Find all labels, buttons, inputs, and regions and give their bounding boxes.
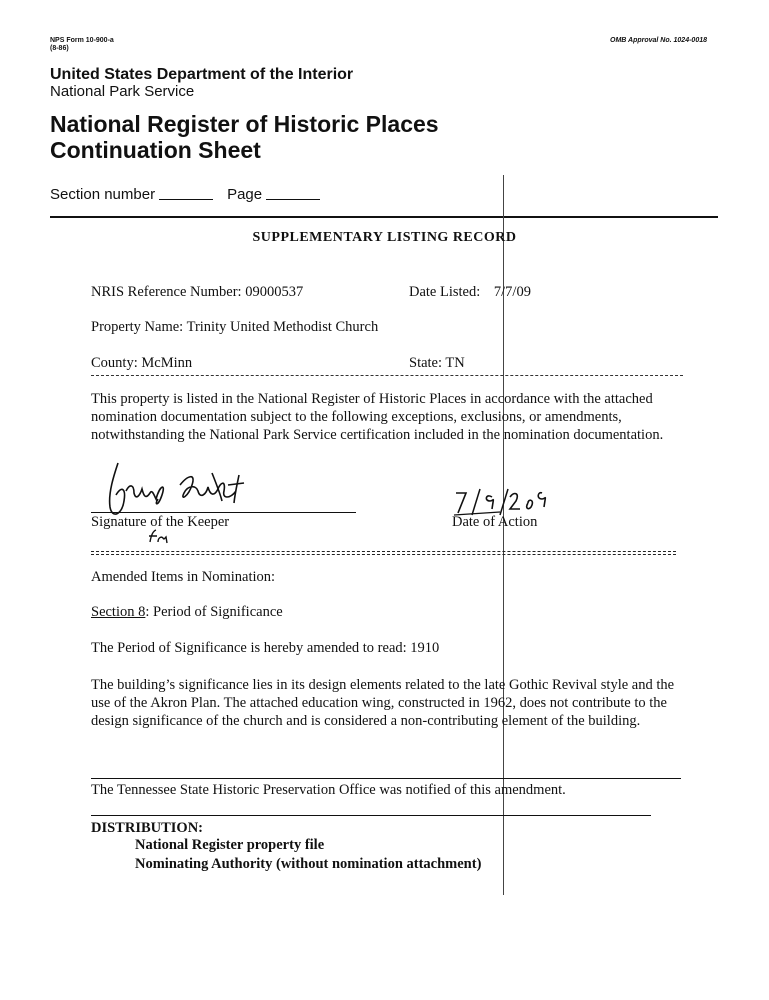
notice-text: The Tennessee State Historic Preservation Office was notified of this amendment. bbox=[91, 782, 566, 798]
signature-line bbox=[91, 512, 356, 513]
state-value: TN bbox=[445, 355, 465, 371]
form-number: NPS Form 10-900-a bbox=[50, 37, 114, 44]
significance-text: The building’s significance lies in its design elements related to the late Gothic Revival style and the use of the Akron Plan. The attached education wing, constructed in 1962, does not contribute to the design significance of the church and is considered a non-contributing element of the building. bbox=[91, 677, 675, 729]
certification-text: This property is listed in the National Register of Historic Places in accordance with the attached nomination documentation subject to the following exceptions, exclusions, or amendments, notwithstanding the National Park Service certification included in the nomination documentation. bbox=[91, 391, 664, 443]
date-of-action-label: Date of Action bbox=[452, 514, 538, 530]
county-line bbox=[91, 355, 192, 372]
form-date: (8-86) bbox=[50, 45, 69, 52]
document-title bbox=[50, 111, 439, 163]
distribution-heading: DISTRIBUTION: bbox=[91, 820, 203, 836]
double-separator bbox=[91, 551, 676, 555]
handwritten-for bbox=[147, 528, 171, 546]
distribution-rule bbox=[91, 815, 651, 816]
state-line bbox=[409, 355, 465, 372]
keeper-signature bbox=[96, 455, 256, 545]
property-line bbox=[91, 319, 378, 336]
section-line bbox=[91, 604, 283, 621]
agency-name: National Park Service bbox=[50, 83, 195, 100]
nris-line bbox=[91, 284, 303, 301]
section-number-label: Section number bbox=[50, 186, 156, 203]
distribution-item-2: Nominating Authority (without nomination attachment) bbox=[135, 856, 482, 872]
form-number-block bbox=[50, 37, 114, 53]
county-value: McMinn bbox=[141, 355, 193, 371]
date-listed-label: Date Listed: bbox=[409, 284, 481, 300]
nris-label: NRIS Reference Number: bbox=[91, 284, 242, 300]
title-line-2: Continuation Sheet bbox=[50, 137, 261, 163]
date-listed-value: 7/7/09 bbox=[493, 284, 531, 300]
department-name: United States Department of the Interior bbox=[50, 66, 354, 83]
title-line-1: National Register of Historic Places bbox=[50, 111, 439, 137]
header-rule bbox=[50, 216, 718, 218]
period-text: The Period of Significance is hereby amended to read: 1910 bbox=[91, 640, 440, 656]
section-title: : Period of Significance bbox=[145, 604, 283, 620]
section-number-blank bbox=[159, 199, 213, 200]
property-value: Trinity United Methodist Church bbox=[186, 319, 379, 335]
omb-approval: OMB Approval No. 1024-0018 bbox=[610, 37, 707, 44]
signature-label: Signature of the Keeper bbox=[91, 514, 230, 530]
record-heading: SUPPLEMENTARY LISTING RECORD bbox=[252, 230, 517, 245]
dashed-separator bbox=[91, 375, 683, 376]
section-ref: Section 8 bbox=[91, 604, 146, 620]
section-page-line bbox=[50, 186, 334, 203]
county-label: County: bbox=[91, 355, 138, 371]
distribution-item-1: National Register property file bbox=[135, 837, 325, 853]
notice-rule bbox=[91, 778, 681, 779]
nris-value: 09000537 bbox=[245, 284, 304, 300]
date-listed-line bbox=[409, 284, 531, 301]
page-label: Page bbox=[227, 186, 263, 203]
state-label: State: bbox=[409, 355, 443, 371]
amended-items-heading: Amended Items in Nomination: bbox=[91, 569, 276, 585]
page-blank bbox=[266, 199, 320, 200]
property-label: Property Name: bbox=[91, 319, 184, 335]
